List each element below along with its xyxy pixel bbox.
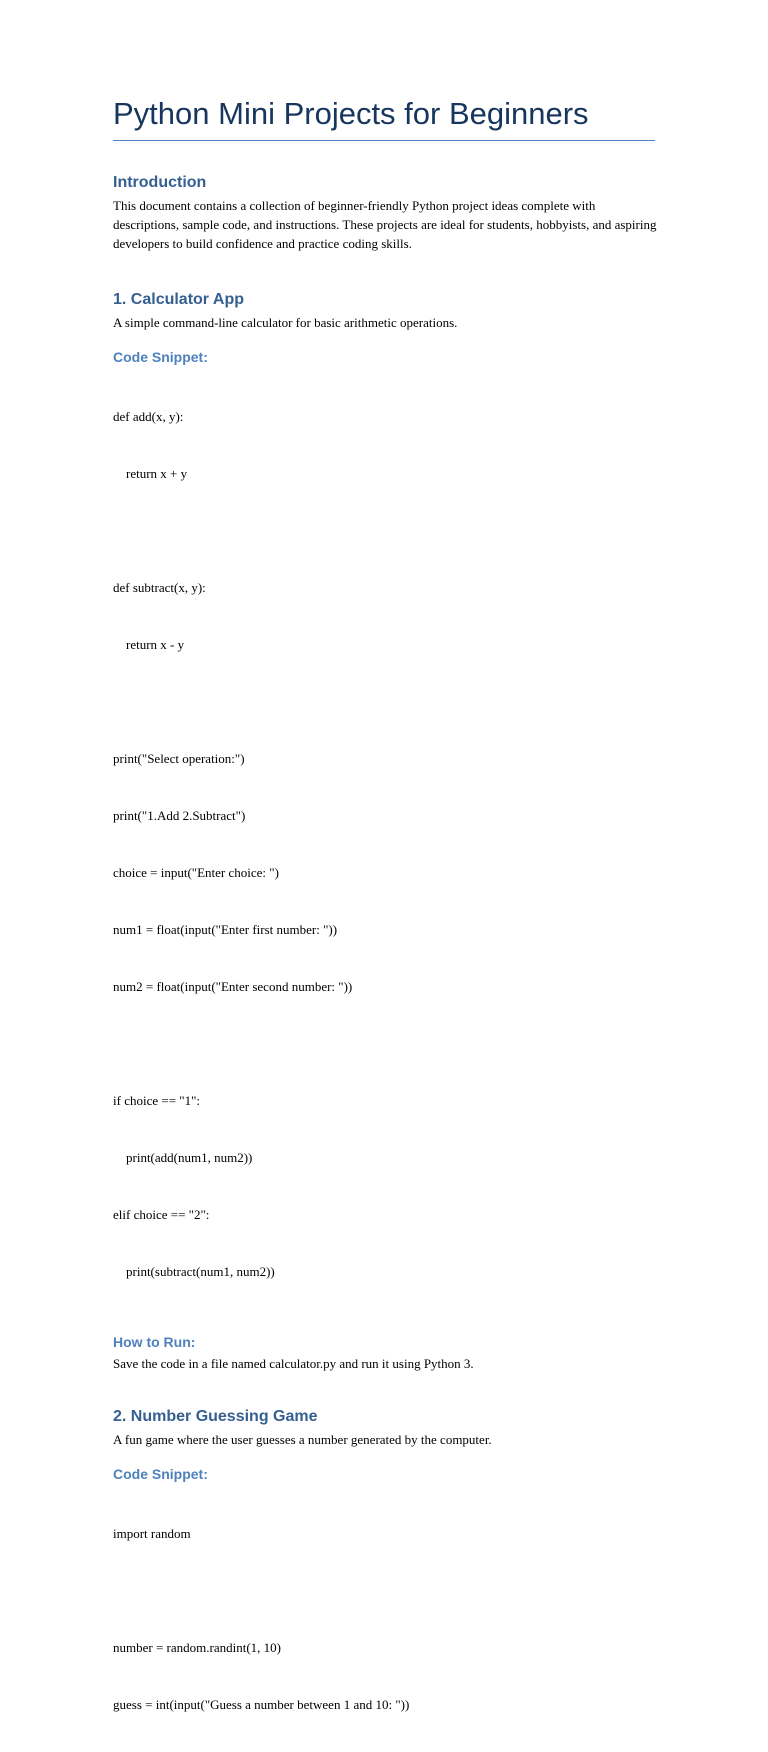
code-line (113, 1581, 658, 1600)
code-line (113, 1034, 658, 1053)
document-title: Python Mini Projects for Beginners (113, 96, 589, 131)
section-description-calculator: A simple command-line calculator for basic arithmetic operations. (113, 315, 458, 330)
code-snippet-heading-guessing-game: Code Snippet: (113, 1466, 208, 1482)
code-line: choice = input("Enter choice: ") (113, 865, 279, 880)
code-line: return x + y (113, 466, 188, 481)
code-line: print("Select operation:") (113, 751, 245, 766)
code-line (113, 521, 658, 540)
code-line: print("1.Add 2.Subtract") (113, 808, 246, 823)
code-line: if choice == "1": (113, 1093, 201, 1108)
code-line: return x - y (113, 637, 185, 652)
code-line: number = random.randint(1, 10) (113, 1640, 281, 1655)
introduction-text: This document contains a collection of beginner-friendly Python project ideas complete with descriptions, sample code, and instructions. These projects are ideal for students, hobbyists, and aspiring developers to build confidence and practice coding skills. (113, 198, 657, 251)
code-line: num2 = float(input("Enter second number: ")) (113, 979, 353, 994)
code-line: print(subtract(num1, num2)) (113, 1264, 275, 1279)
section-heading-guessing-game: 2. Number Guessing Game (113, 1408, 318, 1425)
how-to-run-heading-calculator: How to Run: (113, 1334, 196, 1350)
introduction-heading: Introduction (113, 174, 207, 191)
code-line (113, 692, 658, 711)
code-line: print(add(num1, num2)) (113, 1150, 253, 1165)
code-line: def add(x, y): (113, 409, 184, 424)
code-line: def subtract(x, y): (113, 580, 206, 595)
how-to-run-text-calculator: Save the code in a file named calculator.py and run it using Python 3. (113, 1356, 474, 1371)
code-line: guess = int(input("Guess a number between 1 and 10: ")) (113, 1697, 410, 1712)
code-line: elif choice == "2": (113, 1207, 210, 1222)
code-line: import random (113, 1526, 191, 1541)
code-snippet-heading-calculator: Code Snippet: (113, 349, 208, 365)
code-line: num1 = float(input("Enter first number: ")) (113, 922, 338, 937)
document-content (113, 92, 658, 1752)
title-underline (113, 140, 655, 141)
code-block-guessing-game (113, 1486, 658, 1752)
section-description-guessing-game: A fun game where the user guesses a number generated by the computer. (113, 1432, 492, 1447)
code-block-calculator (113, 369, 658, 1319)
section-heading-calculator: 1. Calculator App (113, 291, 244, 308)
